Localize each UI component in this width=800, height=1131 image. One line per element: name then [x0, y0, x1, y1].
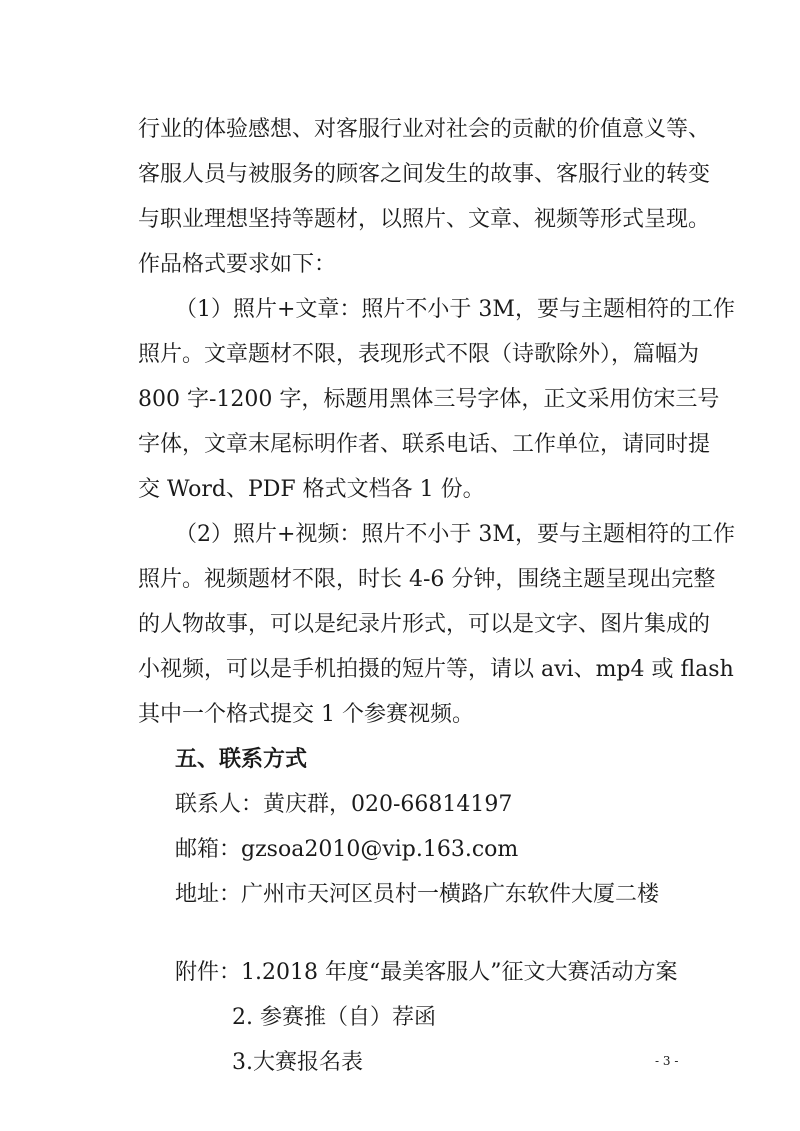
contact-person: 联系人：黄庆群，020-66814197	[175, 792, 513, 817]
body-line-1: 行业的体验感想、对客服行业对社会的贡献的价值意义等、	[138, 117, 711, 142]
body-line-3: 与职业理想坚持等题材，以照片、文章、视频等形式呈现。	[138, 207, 711, 232]
section-heading: 五、联系方式	[175, 747, 308, 772]
item-1-line-5: 交 Word、PDF 格式文档各 1 份。	[138, 477, 485, 502]
contact-address: 地址：广州市天河区员村一横路广东软件大厦二楼	[175, 882, 660, 907]
attachment-3: 3.大赛报名表	[232, 1050, 363, 1075]
item-2-line-5: 其中一个格式提交 1 个参赛视频。	[138, 702, 474, 727]
attachment-2: 2. 参赛推（自）荐函	[232, 1005, 436, 1030]
body-line-4: 作品格式要求如下：	[138, 252, 337, 277]
item-2-line-4: 小视频，可以是手机拍摄的短片等，请以 avi、mp4 或 flash	[138, 657, 734, 682]
item-2-line-3: 的人物故事，可以是纪录片形式，可以是文字、图片集成的	[138, 612, 711, 637]
attachment-1: 附件：1.2018 年度“最美客服人”征文大赛活动方案	[175, 960, 678, 985]
body-line-2: 客服人员与被服务的顾客之间发生的故事、客服行业的转变	[138, 162, 711, 187]
item-2-line-2: 照片。视频题材不限，时长 4-6 分钟，围绕主题呈现出完整	[138, 567, 716, 592]
page-number: - 3 -	[655, 1054, 679, 1068]
item-1-line-3: 800 字-1200 字，标题用黑体三号字体，正文采用仿宋三号	[138, 387, 720, 412]
item-1-line-4: 字体，文章末尾标明作者、联系电话、工作单位，请同时提	[138, 432, 711, 457]
item-1-line-2: 照片。文章题材不限，表现形式不限（诗歌除外），篇幅为	[138, 342, 700, 367]
contact-email: 邮箱：gzsoa2010@vip.163.com	[175, 837, 519, 862]
item-2-line-1: （2）照片+视频：照片不小于 3M，要与主题相符的工作	[175, 522, 735, 547]
item-1-line-1: （1）照片+文章：照片不小于 3M，要与主题相符的工作	[175, 297, 735, 322]
